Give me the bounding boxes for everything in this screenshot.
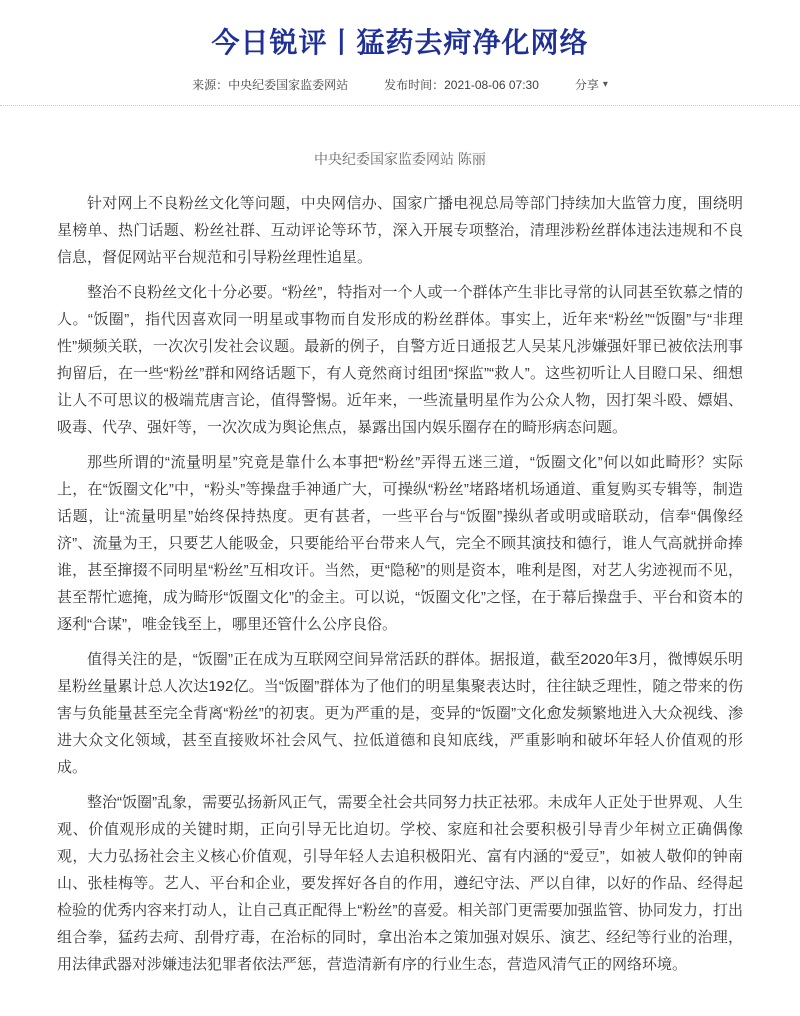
source-value: 中央纪委国家监委网站 (228, 77, 349, 92)
article-body (0, 190, 800, 1016)
article-paragraph-3: 那些所谓的“流量明星”究竟是靠什么本事把“粉丝”弄得五迷三道，“饭圈文化”何以如此畸形？实际上，在“饭圈文化”中，“粉头”等操盘手神通广大，可操纵“粉丝”堵路堵机场通道、重复购买专辑等，制造话题，让“流量明星”始终保持热度。更有甚者，一些平台与“饭圈”操纵者或明或暗联动，信奉“偶像经济”、流量为王，只要艺人能吸金，只要能给平台带来人气，完全不顾其演技和德行，谁人气高就拼命捧谁，甚至撺掇不同明星“粉丝”互相攻讦。当然，更“隐秘”的则是资本，唯利是图，对艺人劣迹视而不见，甚至帮忙遮掩，成为畸形“饭圈文化”的金主。可以说，“饭圈文化”之怪，在于幕后操盘手、平台和资本的逐利“合谋”，唯金钱至上，哪里还管什么公序良俗。 (57, 453, 743, 633)
byline: 中央纪委国家监委网站 陈丽 (314, 150, 486, 167)
source-text (192, 76, 348, 93)
publish-time-text (384, 76, 539, 93)
publish-time-value: 2021-08-06 07:30 (444, 77, 539, 92)
page-title: 今日锐评丨猛药去疴净化网络 (211, 27, 589, 58)
article-paragraph-1: 针对网上不良粉丝文化等问题，中央网信办、国家广播电视总局等部门持续加大监管力度，围绕明星榜单、热门话题、粉丝社群、互动评论等环节，深入开展专项整治，清理涉粉丝群体违法违规和不良信息，督促网站平台规范和引导粉丝理性追星。 (57, 194, 743, 266)
article-paragraph-5: 整治“饭圈”乱象，需要弘扬新风正气，需要全社会共同努力扶正祛邪。未成年人正处于世界观、人生观、价值观形成的关键时期，正向引导无比迫切。学校、家庭和社会要积极引导青少年树立正确偶像观，大力弘扬社会主义核心价值观，引导年轻人去追积极阳光、富有内涵的“爱豆”，如被人敬仰的钟南山、张桂梅等。艺人、平台和企业，要发挥好各自的作用，遵纪守法、严以自律，以好的作品、经得起检验的优秀内容来打动人，让自己真正配得上“粉丝”的喜爱。相关部门更需要加强监管、协同发力，打出组合拳，猛药去疴、刮骨疗毒，在治标的同时，拿出治本之策加强对娱乐、演艺、经纪等行业的治理，用法律武器对涉嫌违法犯罪者依法严惩，营造清新有序的行业生态，营造风清气正的网络环境。 (57, 793, 743, 973)
source-label: 来源： (192, 77, 229, 92)
article-meta-bar (0, 76, 800, 93)
share-button[interactable] (575, 76, 608, 93)
article-paragraph-4: 值得关注的是，“饭圈”正在成为互联网空间异常活跃的群体。据报道，截至2020年3月，微博娱乐明星粉丝量累计总人次达192亿。当“饭圈”群体为了他们的明星集聚表达时，往往缺乏理性，随之带来的伤害与负能量甚至完全背离“粉丝”的初衷。更为严重的是，变异的“饭圈”文化愈发频繁地进入大众视线、渗进大众文化领域，甚至直接败坏社会风气、拉低道德和良知底线，严重影响和破坏年轻人价值观的形成。 (57, 650, 743, 776)
chevron-down-icon: ▾ (602, 79, 608, 91)
share-label: 分享 (574, 77, 599, 92)
dotted-divider (0, 105, 800, 106)
publish-time-label: 发布时间： (384, 77, 445, 92)
article-paragraph-2: 整治不良粉丝文化十分必要。“粉丝”，特指对一个人或一个群体产生非比寻常的认同甚至钦慕之情的人。“饭圈”，指代因喜欢同一明星或事物而自发形成的粉丝群体。事实上，近年来“粉丝”“饭圈”与“非理性”频频关联，一次次引发社会议题。最新的例子，自警方近日通报艺人吴某凡涉嫌强奸罪已被依法刑事拘留后，在一些“粉丝”群和网络话题下，有人竟然商讨组团“探监”“救人”。这些初听让人目瞪口呆、细想让人不可思议的极端荒唐言论，值得警惕。近年来，一些流量明星作为公众人物，因打架斗殴、嫖娼、吸毒、代孕、强奸等，一次次成为舆论焦点，暴露出国内娱乐圈存在的畸形病态问题。 (57, 283, 743, 436)
